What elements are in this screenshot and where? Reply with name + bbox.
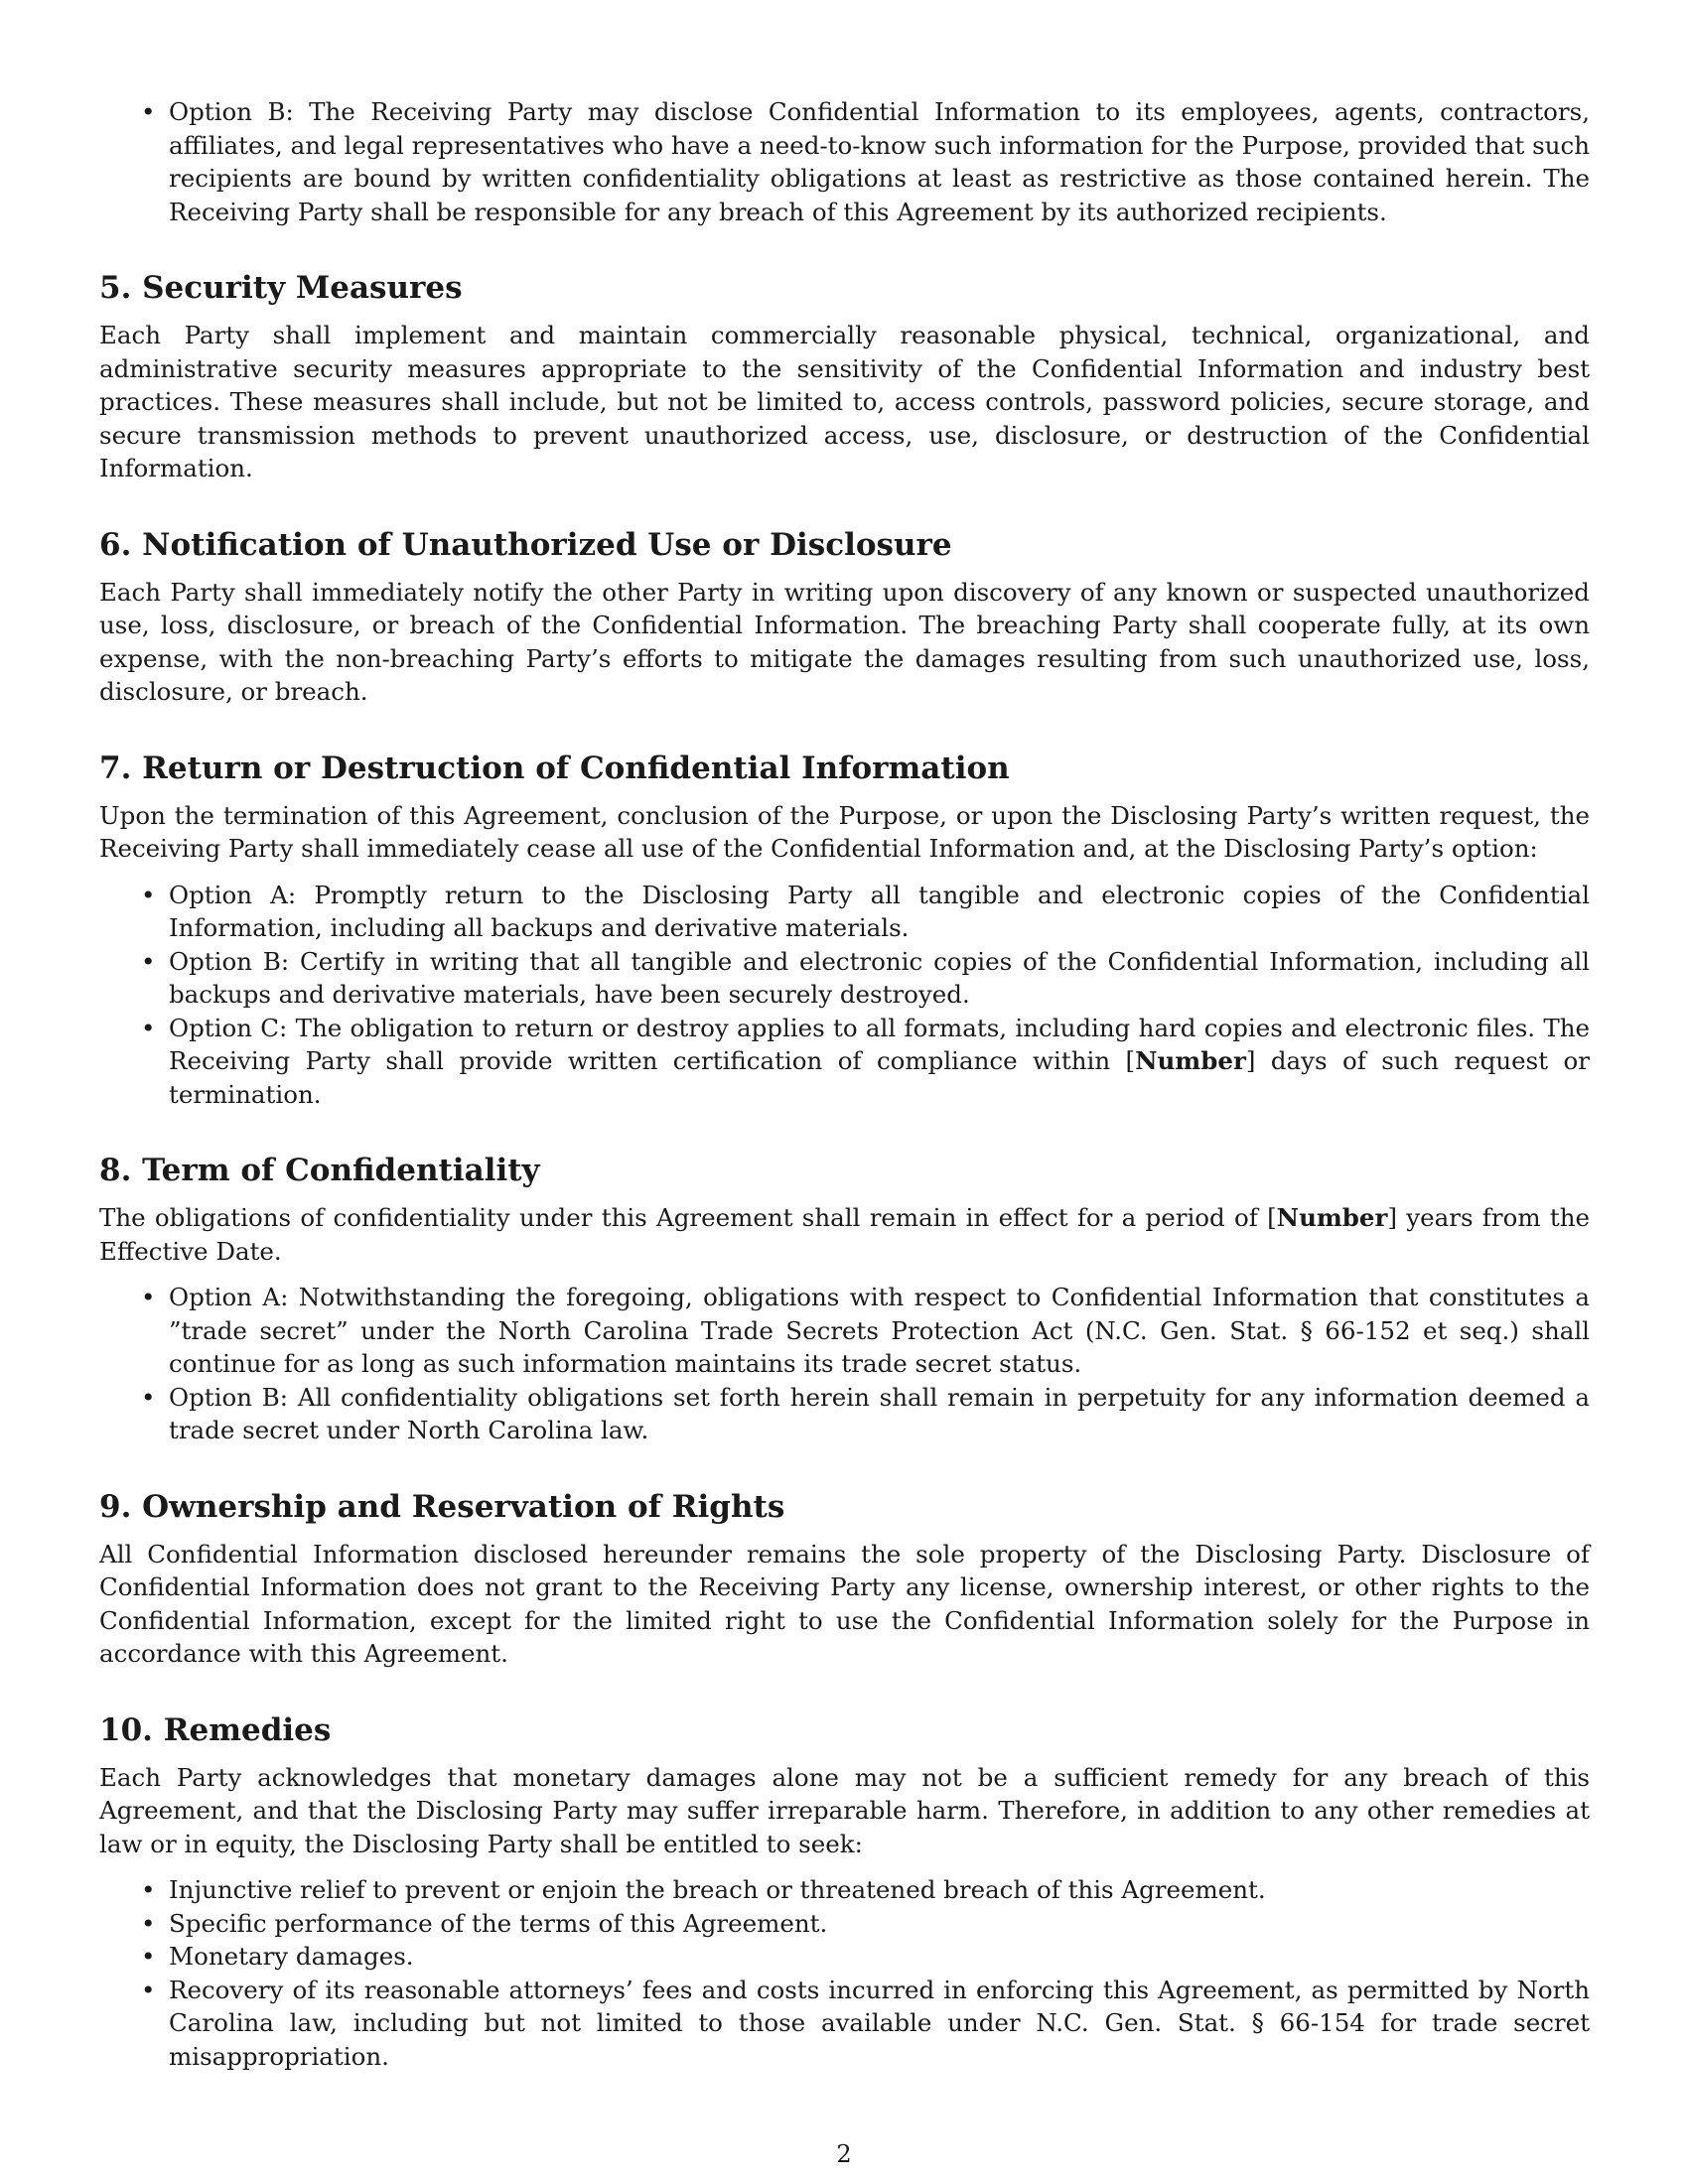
- list-item: [169, 1012, 1590, 1112]
- list-item: • Option B: The Receiving Party may disclose Confidential Information to its employees, agents, contractors, affiliates, and legal representatives who have a need-to-know such information for the Purpose, provided that such recipients are bound by written confidentiality obligations at least as restrictive as those contained herein. The Receiving Party shall be responsible for any breach of this Agreement by its authorized recipients.: [169, 95, 1590, 228]
- option-list: [99, 879, 1590, 1112]
- placeholder-number: Number: [1135, 1046, 1246, 1075]
- section-security-measures: [99, 268, 1590, 485]
- list-item: • Specific performance of the terms of this Agreement.: [169, 1907, 1590, 1941]
- paragraph: [99, 1201, 1590, 1268]
- section-heading: 7. Return or Destruction of Confidential Information: [99, 750, 1010, 786]
- list-item: • Recovery of its reasonable attorneys’ fees and costs incurred in enforcing this Agreement, as permitted by North Carolina law, including but not limited to those available under N.C. Gen. Stat. § 66-154 for trade secret misappropriation.: [169, 1974, 1590, 2074]
- section-term: [99, 1151, 1590, 1447]
- list-item: • Option B: Certify in writing that all tangible and electronic copies of the Confidential Information, including all backups and derivative materials, have been securely destroyed.: [169, 945, 1590, 1012]
- section-heading: 5. Security Measures: [99, 270, 463, 306]
- list-item: • Option A: Promptly return to the Disclosing Party all tangible and electronic copies of the Confidential Information, including all backups and derivative materials.: [169, 879, 1590, 945]
- option-list: [99, 1281, 1590, 1447]
- placeholder-number: Number: [1276, 1203, 1388, 1232]
- page-number: 2: [836, 2140, 852, 2168]
- section-heading: 6. Notification of Unauthorized Use or Disclosure: [99, 526, 952, 563]
- section-return-destruction: [99, 749, 1590, 1112]
- paragraph: Each Party shall implement and maintain commercially reasonable physical, technical, organizational, and administrative security measures appropriate to the sensitivity of the Confidential Information and industry best practices. These measures shall include, but not be limited to, access controls, password policies, secure storage, and secure transmission methods to prevent unauthorized access, use, disclosure, or destruction of the Confidential Information.: [99, 321, 1590, 482]
- list-item: • Monetary damages.: [169, 1940, 1590, 1974]
- list-item-text: ] days of such request or termination.: [169, 1046, 1590, 1109]
- paragraph-text: ] years from the Effective Date.: [99, 1203, 1590, 1266]
- section-heading: 9. Ownership and Reservation of Rights: [99, 1488, 785, 1525]
- intro-option-list: [99, 95, 1590, 228]
- list-item: • Option B: All confidentiality obligations set forth herein shall remain in perpetuity for any information deemed a trade secret under North Carolina law.: [169, 1381, 1590, 1447]
- paragraph: Each Party acknowledges that monetary damages alone may not be a sufficient remedy for any breach of this Agreement, and that the Disclosing Party may suffer irreparable harm. Therefore, in addition to any other remedies at law or in equity, the Disclosing Party shall be entitled to seek:: [99, 1762, 1590, 1858]
- paragraph: Each Party shall immediately notify the other Party in writing upon discovery of any known or suspected unauthorized use, loss, disclosure, or breach of the Confidential Information. The breaching Party shall cooperate fully, at its own expense, with the non-breaching Party’s efforts to mitigate the damages resulting from such unauthorized use, loss, disclosure, or breach.: [99, 577, 1590, 706]
- section-remedies: [99, 1710, 1590, 2074]
- paragraph-text: The obligations of confidentiality under this Agreement shall remain in effect for a period of [: [99, 1203, 1277, 1232]
- section-heading: 10. Remedies: [99, 1711, 332, 1748]
- paragraph: Upon the termination of this Agreement, conclusion of the Purpose, or upon the Disclosing Party’s written request, the Receiving Party shall immediately cease all use of the Confidential Information and, at the Disclosing Party’s option:: [99, 800, 1590, 863]
- section-heading: 8. Term of Confidentiality: [99, 1153, 540, 1188]
- remedies-list: [99, 1873, 1590, 2073]
- list-item-text: Option C: The obligation to return or destroy applies to all formats, including hard copies and electronic files. The Receiving Party shall provide written certification of compliance within [: [169, 1013, 1590, 1075]
- list-item: • Option A: Notwithstanding the foregoing, obligations with respect to Confidential Information that constitutes a ”trade secret” under the North Carolina Trade Secrets Protection Act (N.C. Gen. Stat. § 66-152 et seq.) shall continue for as long as such information maintains its trade secret status.: [169, 1281, 1590, 1381]
- paragraph: All Confidential Information disclosed hereunder remains the sole property of the Disclosing Party. Disclosure of Confidential Information does not grant to the Receiving Party any license, ownership interest, or other rights to the Confidential Information, except for the limited right to use the Confidential Information solely for the Purpose in accordance with this Agreement.: [99, 1539, 1590, 1668]
- section-ownership: [99, 1487, 1590, 1671]
- list-item: • Injunctive relief to prevent or enjoin the breach or threatened breach of this Agreement.: [169, 1873, 1590, 1907]
- section-notification: [99, 525, 1590, 709]
